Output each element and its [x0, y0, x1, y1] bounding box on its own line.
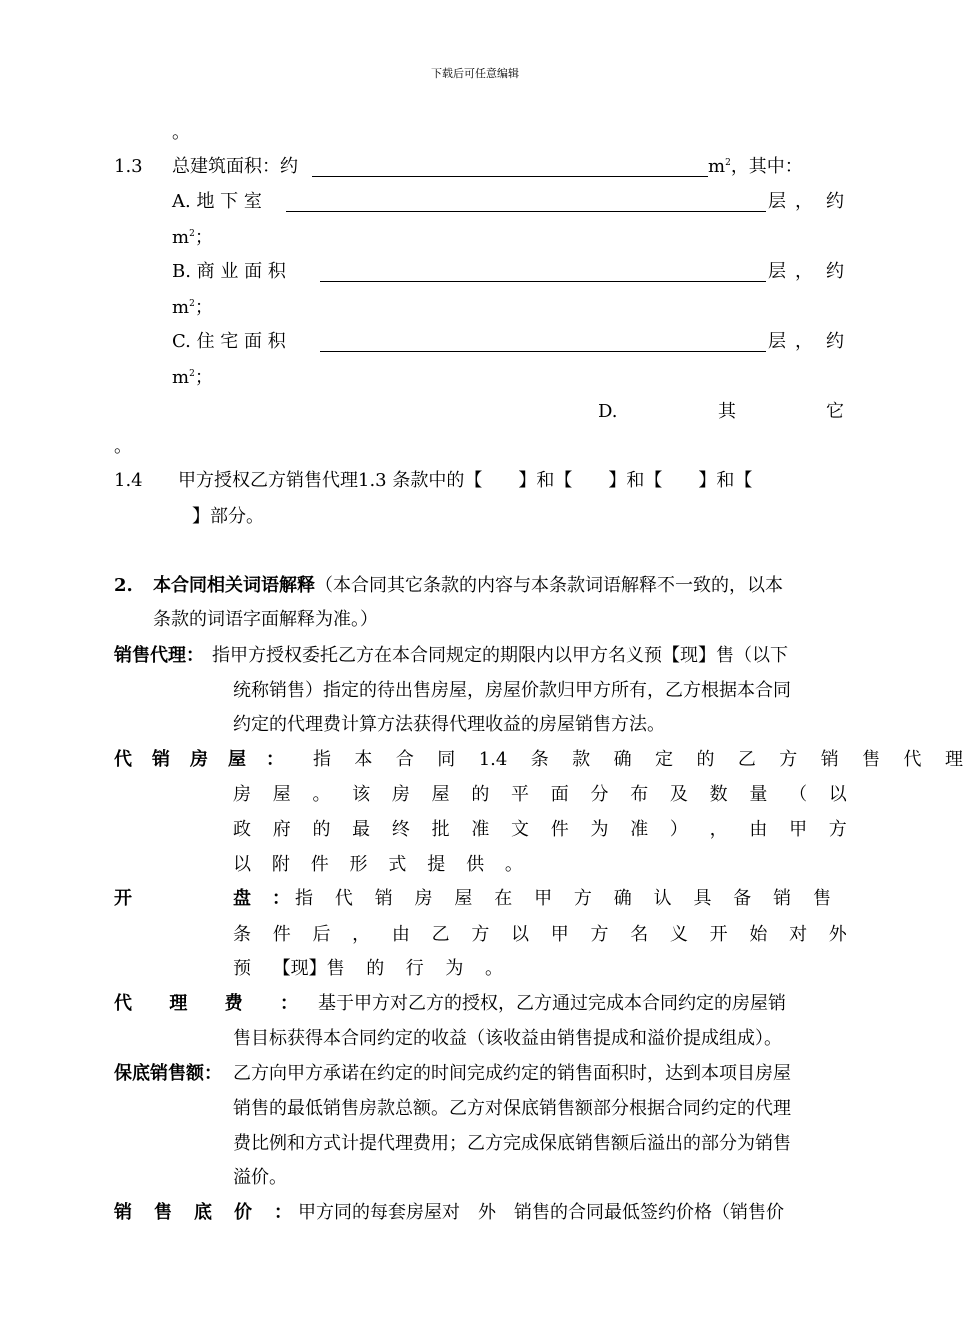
def-agency-house-char: 附 [271, 854, 290, 875]
term-floor-price-char: 价 [234, 1202, 252, 1223]
def-agency-house-char: 房 [391, 784, 410, 805]
commercial-label: B. 商 业 面 积 [172, 261, 286, 282]
def-agency-house-char: 方 [828, 819, 847, 840]
def-opening-char: 销 [773, 888, 792, 909]
def-opening-char: 具 [693, 888, 712, 909]
def-agency-house-l2 [233, 786, 847, 804]
def-agency-house-char: 该 [352, 784, 371, 805]
def-agency-house-char: 量 [749, 784, 768, 805]
other-label-ta: 它 [826, 401, 844, 422]
def-agency-house-l4 [233, 856, 523, 874]
def-agency-house-char: 供 [466, 854, 485, 875]
term-agency-house-char: 屋 [228, 749, 246, 770]
def-opening-char: 甲 [550, 924, 569, 945]
def-opening-char: 方 [471, 924, 490, 945]
term-floor-price-char: 底 [194, 1202, 212, 1223]
residential-label: C. 住 宅 面 积 [172, 331, 286, 352]
clause-1-4-line1: 甲方授权乙方销售代理1.3 条款中的【 】和【 】和【 】和【 [178, 470, 753, 491]
def-agency-house-char: 批 [431, 819, 450, 840]
commercial-unit: $m^2$； [172, 297, 213, 318]
def-opening-char: 方 [590, 924, 609, 945]
def-opening-char: 。 [484, 958, 503, 979]
def-opening-char: 甲 [534, 888, 553, 909]
def-opening-l3 [233, 960, 503, 978]
def-agency-house-char: 的 [471, 784, 490, 805]
def-agency-house-char: 准 [630, 819, 649, 840]
commercial-blank[interactable] [320, 281, 766, 282]
def-opening-char: 开 [709, 924, 728, 945]
def-opening-char: 指 [295, 888, 313, 909]
def-agency-house-char: 甲 [789, 819, 808, 840]
def-sales-agent-l1: 指甲方授权委托乙方在本合同规定的期限内以甲方名义预【现】售（以下 [212, 645, 788, 666]
def-guarantee-l1: 乙方向甲方承诺在约定的时间完成约定的销售面积时，达到本项目房屋 [233, 1063, 791, 1084]
def-agency-house-l3 [233, 821, 847, 839]
def-opening-char: 对 [789, 924, 808, 945]
def-opening-char: 为 [445, 958, 464, 979]
def-agency-house-char: 。 [312, 784, 331, 805]
term-opening-1: 开 [114, 888, 132, 909]
def-agency-house-char: 为 [590, 819, 609, 840]
def-agency-fee-l1: 基于甲方对乙方的授权，乙方通过完成本合同约定的房屋销 [318, 993, 786, 1014]
section-2-desc-line2: 条款的词语字面解释为准。） [153, 609, 378, 630]
basement-floor: 层 [768, 191, 786, 212]
section-2-number: 2. [114, 575, 133, 596]
def-agency-house-char: 。 [504, 854, 523, 875]
term-floor-price-char: 售 [154, 1202, 172, 1223]
def-guarantee-l4: 溢价。 [233, 1167, 287, 1188]
def-sales-agent-l3: 约定的代理费计算方法获得代理收益的房屋销售方法。 [233, 714, 665, 735]
page-header: 下载后可任意编辑 [431, 67, 519, 80]
def-agency-house-char: 指 [313, 749, 331, 770]
def-agency-house-char: 售 [862, 749, 881, 770]
def-agency-house-char: 文 [511, 819, 530, 840]
commercial-floor: 层 [768, 261, 786, 282]
def-opening-char: 屋 [454, 888, 473, 909]
term-agency-house [114, 751, 284, 769]
def-agency-house-char: 由 [749, 819, 768, 840]
def-opening-char: 后 [312, 924, 331, 945]
def-agency-house-char: 及 [669, 784, 688, 805]
def-opening-char: 以 [511, 924, 530, 945]
other-label-d: D. [598, 401, 618, 422]
def-opening-char: 外 [828, 924, 847, 945]
basement-comma: ， [795, 191, 813, 212]
continuation-mark: 。 [172, 122, 190, 143]
def-opening-char: 名 [630, 924, 649, 945]
term-agency-house-char: 代 [114, 749, 132, 770]
section-2-desc: （本合同其它条款的内容与本条款词语解释不一致的，以本 [315, 575, 783, 596]
def-opening-char: 义 [669, 924, 688, 945]
def-opening-char: 乙 [431, 924, 450, 945]
def-agency-house-char: 形 [349, 854, 368, 875]
def-agency-house-char: 提 [427, 854, 446, 875]
residential-unit: $m^2$； [172, 367, 213, 388]
def-agency-house-char: 政 [233, 819, 251, 840]
def-opening-char: 售 [812, 888, 831, 909]
def-agency-house-char: 合 [395, 749, 414, 770]
term-opening-2: 盘 [233, 888, 251, 909]
def-opening-char: 的 [366, 958, 385, 979]
def-agency-house-char: 屋 [431, 784, 450, 805]
def-opening-char: 销 [374, 888, 393, 909]
def-agency-house-char: 乙 [737, 749, 756, 770]
def-agency-house-char: 屋 [272, 784, 291, 805]
def-agency-house-char: 以 [233, 854, 251, 875]
def-opening-char: 件 [272, 924, 291, 945]
term-agency-house-char: ： [266, 749, 284, 770]
def-agency-house-char: 本 [354, 749, 373, 770]
def-agency-house-char: 1.4 [478, 749, 508, 770]
def-agency-house-char: 布 [630, 784, 649, 805]
def-agency-house-char: 方 [779, 749, 798, 770]
def-agency-house-char: 理 [944, 749, 963, 770]
term-opening-colon: ： [272, 888, 290, 909]
total-area-blank[interactable] [312, 176, 708, 177]
term-agency-house-char: 房 [190, 749, 208, 770]
def-agency-house-char: 数 [709, 784, 728, 805]
commercial-about: 约 [826, 261, 844, 282]
clause-number-1-4: 1.4 [114, 470, 143, 491]
def-guarantee-l3: 费比例和方式计提代理费用；乙方完成保底销售额后溢出的部分为销售 [233, 1133, 791, 1154]
def-opening-char: 在 [494, 888, 513, 909]
term-floor-price [114, 1204, 292, 1222]
def-agency-house-char: 代 [903, 749, 922, 770]
def-agency-house-char: 条 [530, 749, 549, 770]
term-sales-agent: 销售代理： [114, 645, 204, 666]
def-agency-house-char: ） [669, 819, 688, 840]
def-opening-char: 条 [233, 924, 251, 945]
other-end-mark: 。 [114, 436, 132, 457]
def-agency-house-char: 确 [613, 749, 632, 770]
term-guarantee-sales: 保底销售额： [114, 1063, 222, 1084]
def-opening-char: 备 [733, 888, 752, 909]
def-agency-house-char: 同 [437, 749, 456, 770]
residential-floor: 层 [768, 331, 786, 352]
def-agency-house-char: 府 [272, 819, 291, 840]
def-agency-house-char: 面 [550, 784, 569, 805]
def-opening-char: 始 [749, 924, 768, 945]
commercial-comma: ， [795, 261, 813, 282]
term-agency-fee-char: 代 [114, 993, 132, 1014]
def-agency-house-char: 的 [312, 819, 331, 840]
def-opening-char: 由 [391, 924, 410, 945]
def-opening-char: 认 [653, 888, 672, 909]
term-floor-price-char: 销 [114, 1202, 132, 1223]
def-agency-house-char: 最 [352, 819, 371, 840]
other-label-qi: 其 [718, 401, 736, 422]
def-opening-char: 【现】售 [272, 958, 345, 979]
def-opening-char: 行 [405, 958, 424, 979]
def-opening-char: 确 [613, 888, 632, 909]
basement-label: A. 地 下 室 [172, 191, 262, 212]
def-opening-l1 [295, 890, 831, 908]
def-agency-fee-l2: 售目标获得本合同约定的收益（该收益由销售提成和溢价提成组成）。 [233, 1028, 782, 1049]
def-agency-house-char: 件 [550, 819, 569, 840]
def-agency-house-char: 分 [590, 784, 609, 805]
def-opening-char: 预 [233, 958, 251, 979]
residential-comma: ， [795, 331, 813, 352]
section-2-title: 本合同相关词语解释 [153, 575, 315, 596]
def-agency-house-char: 定 [655, 749, 674, 770]
def-opening-l2 [233, 926, 847, 944]
def-agency-house-char: 准 [471, 819, 490, 840]
basement-blank[interactable] [286, 211, 766, 212]
def-floor-price-l1: 甲方同的每套房屋对 外 销售的合同最低签约价格（销售价 [298, 1202, 784, 1223]
term-agency-fee-char: ： [279, 993, 298, 1014]
def-opening-char: 方 [573, 888, 592, 909]
total-area-unit: $m^2$，其中： [708, 156, 803, 177]
def-agency-house-char: 房 [233, 784, 251, 805]
def-opening-char: 代 [334, 888, 353, 909]
clause-1-4-line2: 】部分。 [192, 506, 264, 527]
def-agency-house-char: 销 [820, 749, 839, 770]
def-agency-house-char: 款 [572, 749, 591, 770]
term-agency-fee [114, 995, 298, 1013]
term-floor-price-char: ： [274, 1202, 292, 1223]
def-agency-house-char: 平 [511, 784, 530, 805]
residential-about: 约 [826, 331, 844, 352]
basement-about: 约 [826, 191, 844, 212]
def-agency-house-char: 式 [388, 854, 407, 875]
def-agency-house-char: 件 [310, 854, 329, 875]
basement-unit: $m^2$； [172, 227, 213, 248]
term-agency-house-char: 销 [152, 749, 170, 770]
term-agency-fee-char: 理 [169, 993, 188, 1014]
def-opening-char: 房 [414, 888, 433, 909]
residential-blank[interactable] [320, 351, 766, 352]
clause-number-1-3: 1.3 [114, 156, 143, 177]
def-agency-house-char: 的 [696, 749, 715, 770]
section-2-heading [153, 577, 783, 595]
def-agency-house-l1 [313, 751, 963, 769]
def-agency-house-char: （ [789, 784, 808, 805]
def-agency-house-char: ， [709, 819, 728, 840]
term-agency-fee-char: 费 [224, 993, 243, 1014]
def-sales-agent-l2: 统称销售）指定的待出售房屋，房屋价款归甲方所有，乙方根据本合同 [233, 680, 791, 701]
total-area-label: 总建筑面积：约 [172, 156, 298, 177]
def-guarantee-l2: 销售的最低销售房款总额。乙方对保底销售额部分根据合同约定的代理 [233, 1098, 791, 1119]
def-agency-house-char: 终 [391, 819, 410, 840]
def-agency-house-char: 以 [828, 784, 847, 805]
def-opening-char: ， [352, 924, 371, 945]
